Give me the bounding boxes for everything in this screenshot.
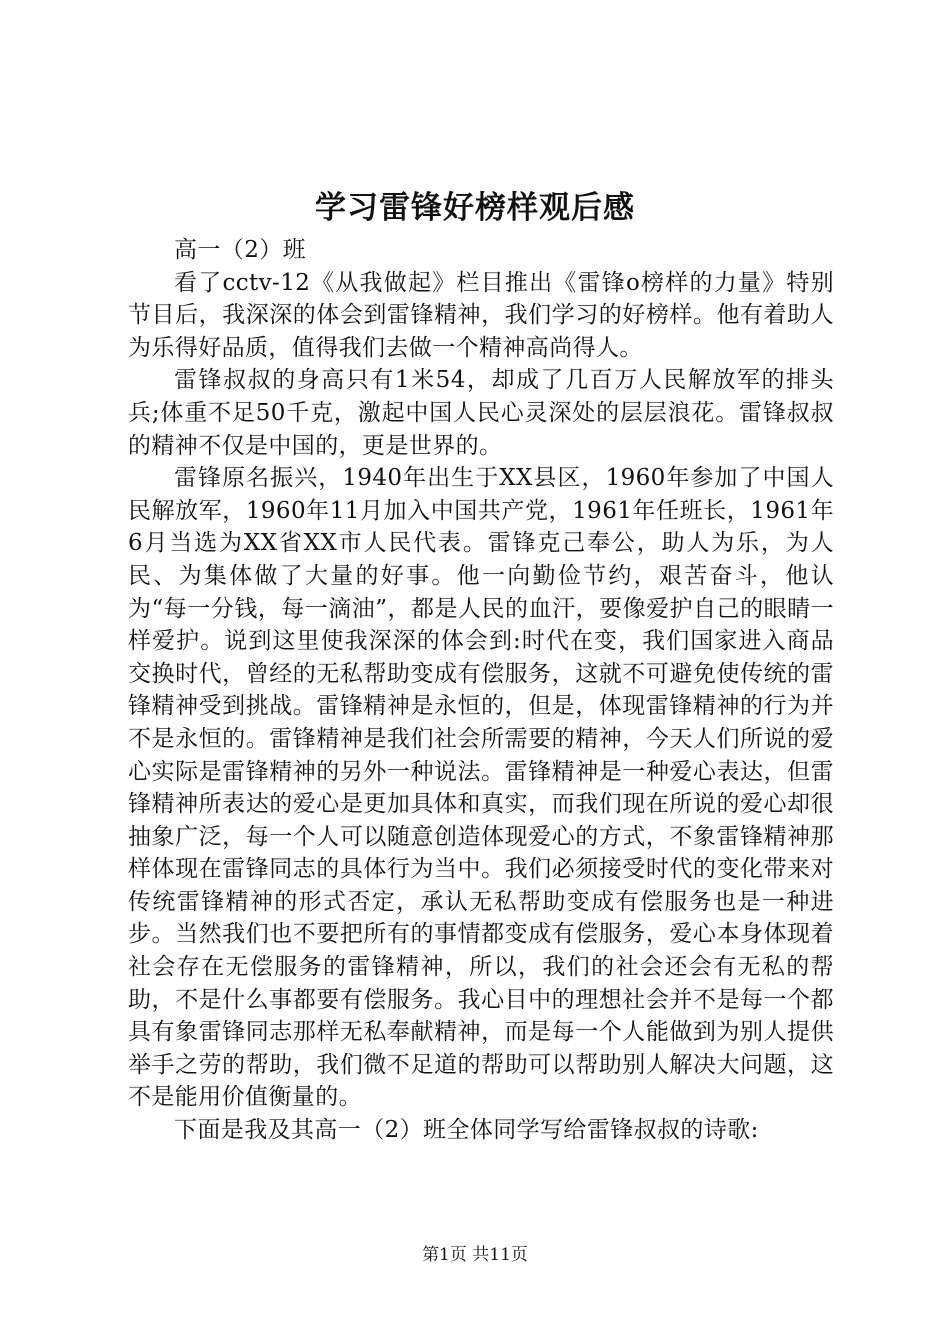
paragraph-intro: 看了cctv-12《从我做起》栏目推出《雷锋o榜样的力量》特别节目后，我深深的体会到雷锋精神，我们学习的好榜样。他有着助人为乐得好品质，值得我们去做一个精神高尚得人。 <box>128 269 834 361</box>
paragraph-poem-intro: 下面是我及其高一（2）班全体同学写给雷锋叔叔的诗歌: <box>174 1117 759 1144</box>
paragraph-biography: 雷锋原名振兴，1940年出生于XX县区，1960年参加了中国人民解放军，1960年11月加入中国共产党，1961年任班长，1961年6月当选为XX省XX市人民代表。雷锋克己奉公，助人为乐，为人民、为集体做了大量的好事。他一向勤俭节约，艰苦奋斗，他认为“每一分钱，每一滴油”，都是人民的血汗，要像爱护自己的眼睛一样爱护。说到这里使我深深的体会到:时代在变，我们国家进入商品交换时代，曾经的无私帮助变成有偿服务，这就不可避免使传统的雷锋精神受到挑战。雷锋精神是永恒的，但是，体现雷锋精神的行为并不是永恒的。雷锋精神是我们社会所需要的精神，今天人们所说的爱心实际是雷锋精神的另外一种说法。雷锋精神是一种爱心表达，但雷锋精神所表达的爱心是更加具体和真实，而我们现在所说的爱心却很抽象广泛，每一个人可以随意创造体现爱心的方式，不象雷锋精神那样体现在雷锋同志的具体行为当中。我们必须接受时代的变化带来对传统雷锋精神的形式否定，承认无私帮助变成有偿服务也是一种进步。当然我们也不要把所有的事情都变成有偿服务，爱心本身体现着社会存在无偿服务的雷锋精神，所以，我们的社会还会有无私的帮助，不是什么事都要有偿服务。我心目中的理想社会并不是每一个都具有象雷锋同志那样无私奉献精神，而是每一个人能做到为别人提供举手之劳的帮助，我们微不足道的帮助可以帮助别人解决大问题，这不是能用价值衡量的。 <box>128 465 834 1111</box>
page-footer <box>0 1243 950 1267</box>
class-label: 高一（2）班 <box>174 237 307 263</box>
paragraph-height-weight: 雷锋叔叔的身高只有1米54，却成了几百万人民解放军的排头兵;体重不足50千克，激起中国人民心灵深处的层层浪花。雷锋叔叔的精神不仅是中国的，更是世界的。 <box>128 367 834 459</box>
page-number-label: 第1页 共11页 <box>422 1245 528 1265</box>
document-body <box>128 234 834 1147</box>
document-title: 学习雷锋好榜样观后感 <box>315 190 635 226</box>
